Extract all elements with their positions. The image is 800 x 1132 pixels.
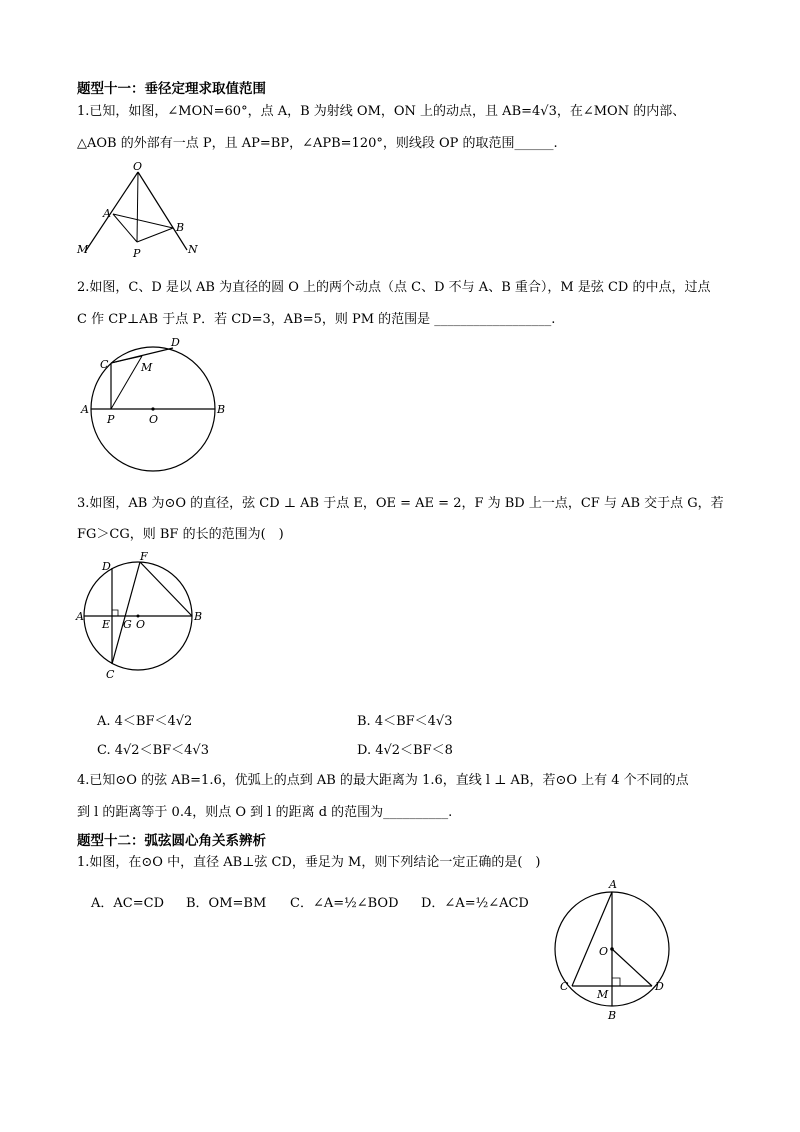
- label-m: M: [141, 361, 153, 374]
- label-d: D: [655, 980, 664, 993]
- label-b: B: [194, 610, 203, 623]
- question-text: 到 l 的距离等于 0.4，则点 O 到 l 的距离 d 的范围为__________.: [77, 805, 453, 820]
- option-b[interactable]: B. 4＜BF＜4√3: [357, 714, 453, 729]
- option-c[interactable]: C. 4√2＜BF＜4√3: [97, 743, 209, 758]
- label-b: B: [217, 403, 226, 416]
- question-text: 3.如图，AB 为⊙O 的直径，弦 CD ⊥ AB 于点 E，OE = AE = 2，F 为 BD 上一点，CF 与 AB 交于点 G，若: [77, 496, 724, 511]
- figure-circle-cd: [80, 335, 225, 475]
- question-text: 4.已知⊙O 的弦 AB=1.6，优弧上的点到 AB 的最大距离为 1.6，直线 l ⊥ AB，若⊙O 上有 4 个不同的点: [77, 773, 689, 788]
- figure-angle-mon: [75, 160, 205, 265]
- figure-circle-bf: [76, 548, 211, 683]
- label-a: A: [81, 403, 89, 416]
- label-a: A: [103, 207, 111, 220]
- question-text: 1.如图，在⊙O 中，直径 AB⊥弦 CD，垂足为 M，则下列结论一定正确的是( ): [77, 855, 541, 870]
- option-b[interactable]: B．OM=BM: [186, 896, 267, 911]
- option-d[interactable]: D．∠A=½∠ACD: [421, 896, 529, 911]
- label-o: O: [133, 160, 143, 173]
- question-text: 2.如图，C、D 是以 AB 为直径的圆 O 上的两个动点（点 C、D 不与 A、B 重合），M 是弦 CD 的中点，过点: [77, 280, 711, 295]
- figure-circle-ab-cd: [550, 876, 680, 1021]
- label-p: P: [107, 413, 115, 426]
- question-text: △AOB 的外部有一点 P，且 AP=BP，∠APB=120°，则线段 OP 的取范围______.: [77, 136, 558, 151]
- label-n: N: [188, 243, 198, 256]
- label-b: B: [608, 1009, 617, 1022]
- label-m: M: [597, 988, 609, 1001]
- label-a: A: [609, 878, 617, 891]
- option-d[interactable]: D. 4√2＜BF＜8: [357, 743, 453, 758]
- label-o: O: [149, 413, 159, 426]
- label-p: P: [133, 247, 141, 260]
- section-title: 题型十一：垂径定理求取值范围: [77, 81, 266, 97]
- section-title: 题型十二：弧弦圆心角关系辨析: [77, 833, 266, 849]
- label-c: C: [106, 668, 115, 681]
- option-c[interactable]: C．∠A=½∠BOD: [290, 896, 399, 911]
- label-o: O: [136, 618, 146, 631]
- label-d: D: [171, 336, 180, 349]
- label-m: M: [77, 243, 89, 256]
- label-d: D: [102, 560, 111, 573]
- label-a: A: [76, 610, 84, 623]
- option-a[interactable]: A．AC=CD: [91, 896, 164, 911]
- label-o: O: [599, 945, 609, 958]
- label-g: G: [123, 618, 132, 631]
- label-c: C: [100, 358, 109, 371]
- label-e: E: [102, 618, 111, 631]
- question-text: 1.已知，如图，∠MON=60°，点 A，B 为射线 OM，ON 上的动点，且 AB=4√3，在∠MON 的内部、: [77, 104, 686, 119]
- question-text: FG＞CG，则 BF 的长的范围为( ): [77, 527, 284, 542]
- question-text: C 作 CP⊥AB 于点 P．若 CD=3，AB=5，则 PM 的范围是 __________________.: [77, 312, 556, 327]
- label-b: B: [176, 221, 185, 234]
- label-f: F: [140, 550, 148, 563]
- label-c: C: [560, 980, 569, 993]
- option-a[interactable]: A. 4＜BF＜4√2: [97, 714, 193, 729]
